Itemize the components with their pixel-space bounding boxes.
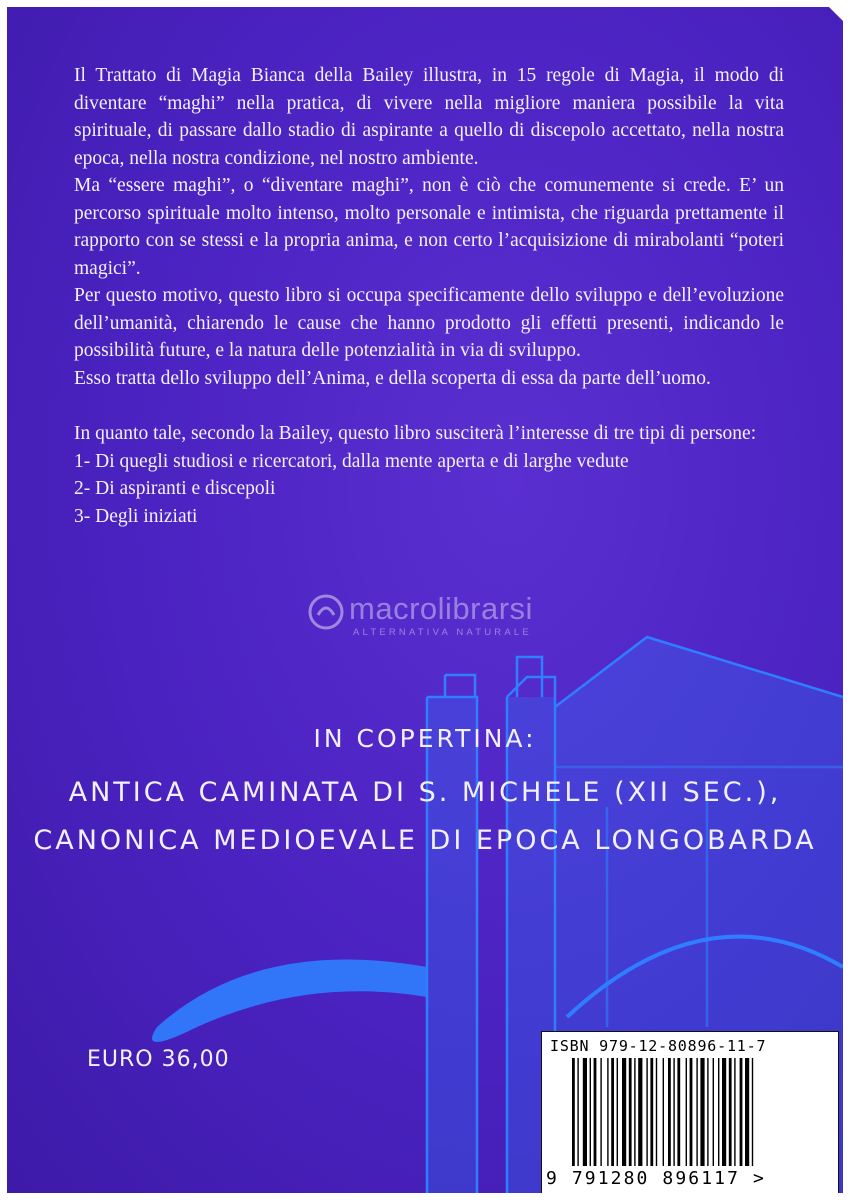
watermark [307, 587, 607, 647]
spacer [74, 392, 784, 420]
blurb-paragraph: Il Trattato di Magia Bianca della Bailey illustra, in 15 regole di Magia, il modo di diventare “maghi” nella pratica, di vivere nella migliore maniera possibile la vita spirituale, di passare dallo stadio di aspirante a quello di discepolo accettato, nella nostra epoca, nella nostra condizione, nel nostro ambiente. [74, 65, 784, 169]
isbn-text: ISBN 979-12-80896-11-7 [550, 1037, 767, 1055]
list-item: 3- Degli iniziati [74, 505, 198, 527]
caption-line: CANONICA MEDIOEVALE DI EPOCA LONGOBARDA [33, 825, 817, 856]
barcode-icon [572, 1058, 812, 1166]
barcode-box [541, 1031, 839, 1193]
price-label: EURO 36,00 [87, 1047, 230, 1072]
book-back-cover [7, 7, 843, 1193]
blurb-paragraph: Per questo motivo, questo libro si occupa specificamente dello sviluppo e dell’evoluzione dell’umanità, chiarendo le cause che hanno prodotto gli effetti presenti, indicando le possibilità future, e la natura delle potenzialità in via di sviluppo. [74, 285, 784, 361]
ribbon-shape [152, 960, 427, 1043]
watermark-name: macrolibrarsi [349, 591, 533, 626]
caption-line: ANTICA CAMINATA DI S. MICHELE (XII SEC.), [68, 777, 782, 808]
blurb-paragraph: Ma “essere maghi”, o “diventare maghi”, non è ciò che comunemente si crede. E’ un percorso spirituale molto intenso, molto personale e intimista, che riguarda prettamente il rapporto con se stessi e la propria anima, e non certo l’acquisizione di mirabolanti “poteri magici”. [74, 175, 784, 279]
watermark-logo-icon [307, 593, 345, 631]
list-item: 1- Di quegli studiosi e ricercatori, dalla mente aperta e di larghe vedute [74, 450, 629, 472]
blurb-paragraph: Esso tratta dello sviluppo dell’Anima, e della scoperta di essa da parte dell’uomo. [74, 367, 711, 389]
watermark-tagline: ALTERNATIVA NATURALE [353, 627, 532, 638]
list-item: 2- Di aspiranti e discepoli [74, 478, 276, 499]
blurb-text [74, 62, 784, 530]
blurb-paragraph: In quanto tale, secondo la Bailey, questo libro susciterà l’interesse di tre tipi di persone: [74, 423, 757, 444]
caption-heading: IN COPERTINA: [313, 724, 537, 753]
barcode-digits: 9 791280 896117 > [546, 1168, 766, 1189]
